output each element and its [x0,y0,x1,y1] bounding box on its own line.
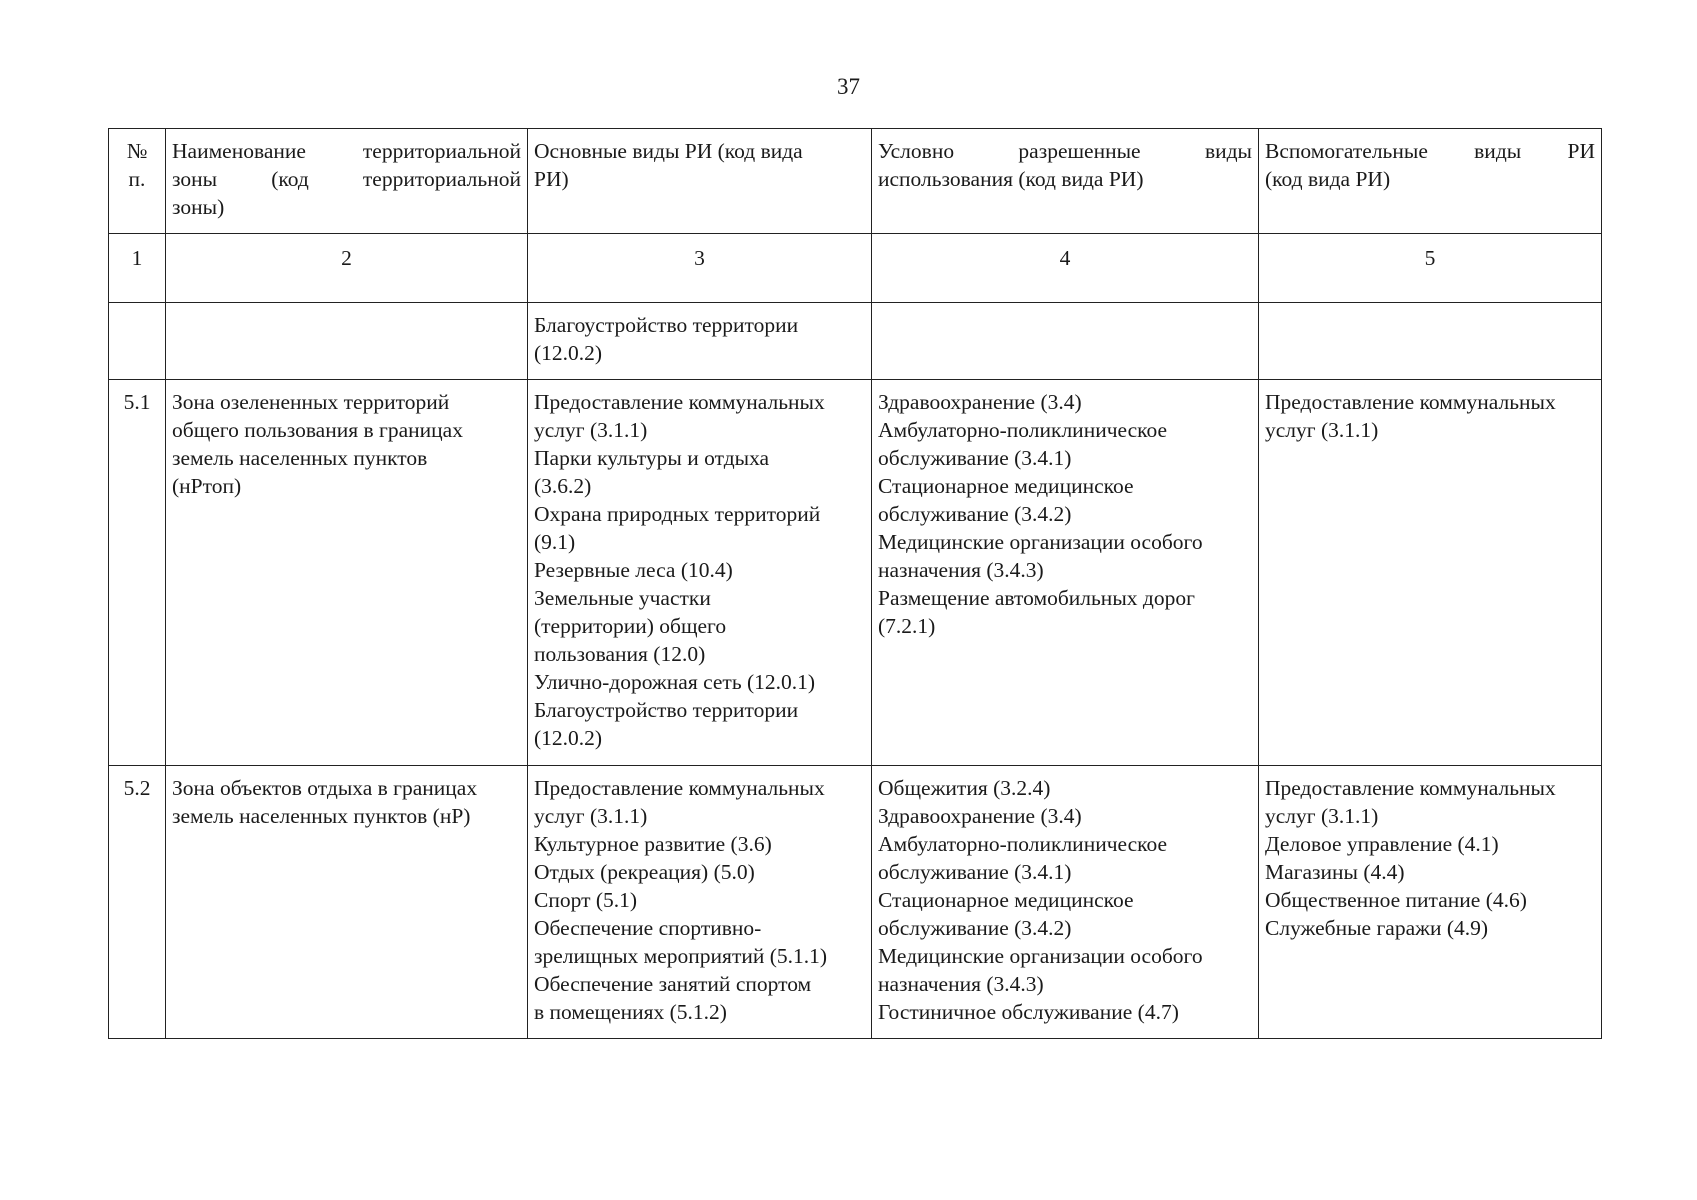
main-uses-cell [528,766,872,1039]
cell-text-line: Зона озелененных территорий [172,390,450,414]
main-uses-cell [528,303,872,380]
cell-text-line: Стационарное медицинское [878,474,1134,498]
header-text: (код [271,167,309,191]
cell-text-line: Медицинские организации особого [878,530,1203,554]
conditional-uses-cell [872,303,1259,380]
cell-text-line: (12.0.2) [534,341,603,365]
cell-text-line: Отдых (рекреация) (5.0) [534,860,755,884]
header-text: виды [1204,139,1252,163]
zone-name-cell [166,303,528,380]
cell-text-line: Предоставление коммунальных [534,776,825,800]
column-number: 3 [528,234,872,303]
header-text: Основные виды РИ (код вида [534,139,803,163]
cell-text-line: (3.6.2) [534,474,592,498]
cell-text-line: Улично-дорожная сеть (12.0.1) [534,670,816,694]
cell-text-line: пользования (12.0) [534,642,706,666]
cell-text-line: Благоустройство территории [534,313,799,337]
header-text: территориальной [362,167,521,191]
header-text: использования (код вида РИ) [878,167,1144,191]
page-number: 37 [837,74,860,99]
table-row [109,766,1602,1039]
cell-text-line: Резервные леса (10.4) [534,558,733,582]
cell-text-line: обслуживание (3.4.2) [878,916,1072,940]
header-text: виды [1474,139,1522,163]
column-number-row [109,234,1602,303]
header-text: № [126,139,148,163]
header-text: РИ) [534,167,569,191]
zone-name-cell [166,380,528,766]
header-text: зоны) [172,195,225,219]
header-zone-name [166,129,528,234]
column-number: 5 [1259,234,1602,303]
cell-text-line: услуг (3.1.1) [534,804,648,828]
column-number: 4 [872,234,1259,303]
row-number: 5.2 [109,766,166,1039]
row-number: 5.1 [109,380,166,766]
cell-text-line: Спорт (5.1) [534,888,638,912]
cell-text-line: услуг (3.1.1) [1265,804,1379,828]
cell-text-line: земель населенных пунктов [172,446,428,470]
header-text: зоны [172,167,218,191]
cell-text-line: Служебные гаражи (4.9) [1265,916,1489,940]
cell-text-line: (7.2.1) [878,614,936,638]
cell-text-line: (нРтоп) [172,474,242,498]
cell-text-line: Амбулаторно-поликлиническое [878,418,1168,442]
header-text: Условно [878,139,955,163]
header-text: Наименование [172,139,306,163]
cell-text-line: Амбулаторно-поликлиническое [878,832,1168,856]
main-uses-cell [528,380,872,766]
cell-text-line: Обеспечение занятий спортом [534,972,812,996]
auxiliary-uses-cell [1259,303,1602,380]
cell-text-line: Благоустройство территории [534,698,799,722]
header-auxiliary-uses [1259,129,1602,234]
header-text: РИ [1567,139,1595,163]
cell-text-line: общего пользования в границах [172,418,463,442]
cell-text-line: Предоставление коммунальных [1265,390,1556,414]
cell-text-line: Здравоохранение (3.4) [878,390,1082,414]
cell-text-line: назначения (3.4.3) [878,972,1044,996]
cell-text-line: зрелищных мероприятий (5.1.1) [534,944,828,968]
cell-text-line: услуг (3.1.1) [1265,418,1379,442]
cell-text-line: Предоставление коммунальных [1265,776,1556,800]
auxiliary-uses-cell [1259,766,1602,1039]
cell-text-line: в помещениях (5.1.2) [534,1000,727,1024]
zoning-table [108,128,1602,1039]
cell-text-line: обслуживание (3.4.2) [878,502,1072,526]
cell-text-line: назначения (3.4.3) [878,558,1044,582]
cell-text-line: услуг (3.1.1) [534,418,648,442]
column-number: 2 [166,234,528,303]
cell-text-line: Стационарное медицинское [878,888,1134,912]
cell-text-line: Общественное питание (4.6) [1265,888,1527,912]
table-row [109,380,1602,766]
cell-text-line: Обеспечение спортивно- [534,916,762,940]
cell-text-line: Земельные участки [534,586,711,610]
conditional-uses-cell [872,766,1259,1039]
cell-text-line: Охрана природных территорий [534,502,821,526]
cell-text-line: (9.1) [534,530,576,554]
row-number [109,303,166,380]
zone-name-cell [166,766,528,1039]
header-text: Вспомогательные [1265,139,1428,163]
header-main-uses [528,129,872,234]
cell-text-line: земель населенных пунктов (нР) [172,804,471,828]
header-text: п. [128,167,146,191]
table-row [109,303,1602,380]
cell-text-line: Предоставление коммунальных [534,390,825,414]
cell-text-line: Здравоохранение (3.4) [878,804,1082,828]
cell-text-line: (12.0.2) [534,726,603,750]
auxiliary-uses-cell [1259,380,1602,766]
cell-text-line: Магазины (4.4) [1265,860,1405,884]
cell-text-line: Гостиничное обслуживание (4.7) [878,1000,1179,1024]
cell-text-line: Общежития (3.2.4) [878,776,1051,800]
cell-text-line: (территории) общего [534,614,727,638]
cell-text-line: Культурное развитие (3.6) [534,832,772,856]
cell-text-line: Зона объектов отдыха в границах [172,776,478,800]
cell-text-line: Размещение автомобильных дорог [878,586,1195,610]
cell-text-line: Парки культуры и отдыха [534,446,770,470]
cell-text-line: Деловое управление (4.1) [1265,832,1499,856]
header-number [109,129,166,234]
cell-text-line: обслуживание (3.4.1) [878,860,1072,884]
header-text: территориальной [362,139,521,163]
cell-text-line: обслуживание (3.4.1) [878,446,1072,470]
header-conditional-uses [872,129,1259,234]
header-text: (код вида РИ) [1265,167,1391,191]
cell-text-line: Медицинские организации особого [878,944,1203,968]
table-header-row [109,129,1602,234]
header-text: разрешенные [1018,139,1141,163]
conditional-uses-cell [872,380,1259,766]
column-number: 1 [109,234,166,303]
